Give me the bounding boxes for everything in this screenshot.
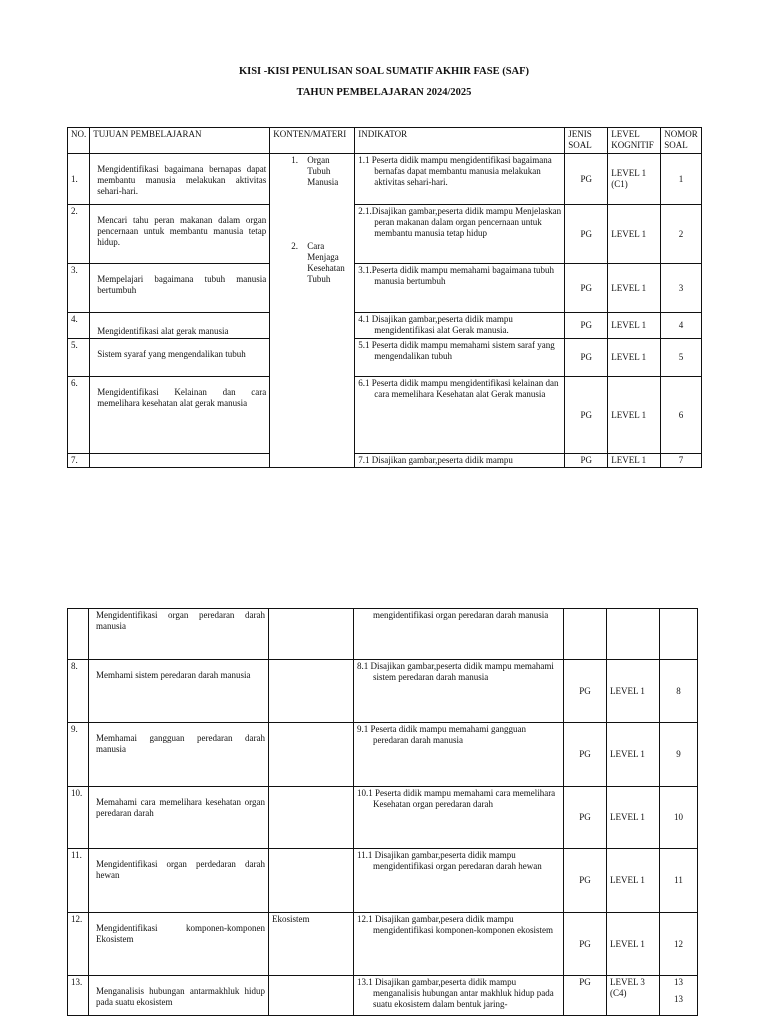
- table-row: [68, 913, 698, 976]
- table-header-row: [68, 128, 702, 154]
- kisi-table-part2: [67, 608, 698, 1016]
- row-indikator: 5.1 Peserta didik mampu memahami sistem saraf yang mengendalikan tubuh: [355, 339, 565, 377]
- row-jenis: PG: [564, 660, 607, 723]
- header-tujuan: TUJUAN PEMBELAJARAN: [90, 128, 270, 154]
- row-tujuan: Memhamai gangguan peredaran darah manusia: [89, 723, 269, 787]
- row-indikator: mengidentifikasi organ peredaran darah manusia: [354, 609, 564, 660]
- row-tujuan: Mencari tahu peran makanan dalam organ pencernaan untuk membantu manusia tetap hidup.: [90, 205, 270, 264]
- table-row: [68, 609, 698, 660]
- table-row: [68, 454, 702, 468]
- row-indikator: 1.1 Peserta didik mampu mengidentifikasi bagaimana bernafas dapat membantu manusia melakukan aktivitas sehari-hari.: [355, 154, 565, 205]
- row-no: 10.: [68, 787, 89, 849]
- row-konten: [269, 609, 354, 660]
- row-no: 1.: [68, 154, 90, 205]
- row-level: LEVEL 1: [607, 913, 660, 976]
- row-tujuan: Mengidentifikasi komponen-komponen Ekosistem: [89, 913, 269, 976]
- row-level: LEVEL 1: [607, 849, 660, 913]
- row-jenis: PG: [565, 339, 608, 377]
- document-title: KISI -KISI PENULISAN SOAL SUMATIF AKHIR FASE (SAF): [238, 66, 530, 77]
- row-indikator: 10.1 Peserta didik mampu memahami cara memelihara Kesehatan organ peredaran darah: [354, 787, 564, 849]
- row-level: LEVEL 1: [607, 660, 660, 723]
- row-indikator: 7.1 Disajikan gambar,peserta didik mampu: [355, 454, 565, 468]
- row-level: LEVEL 1: [608, 264, 661, 313]
- row-level: LEVEL 1: [608, 339, 661, 377]
- row-level: [607, 609, 660, 660]
- row-indikator: 2.1.Disajikan gambar,peserta didik mampu Menjelaskan peran makanan dalam organ pencernaan untuk membantu manusia tetap hidup: [355, 205, 565, 264]
- row-nomor: 13 13: [660, 976, 698, 1016]
- header-indikator: INDIKATOR: [355, 128, 565, 154]
- row-konten: [269, 849, 354, 913]
- row-indikator: 8.1 Disajikan gambar,peserta didik mampu memahami sistem peredaran darah manusia: [354, 660, 564, 723]
- row-tujuan: [90, 454, 270, 468]
- table-row: [68, 976, 698, 1016]
- row-indikator: 13.1 Disajikan gambar,peserta didik mampu menganalisis hubungan antar makhluk hidup pada suatu ekosistem dalam bentuk jaring-: [354, 976, 564, 1016]
- row-no: 12.: [68, 913, 89, 976]
- row-tujuan: Menganalisis hubungan antarmakhluk hidup pada suatu ekosistem: [89, 976, 269, 1016]
- row-no: 13.: [68, 976, 89, 1016]
- row-no: 5.: [68, 339, 90, 377]
- table-row: [68, 723, 698, 787]
- row-nomor: 6: [661, 377, 702, 454]
- row-no: [68, 609, 89, 660]
- table-row: [68, 787, 698, 849]
- row-tujuan: Sistem syaraf yang mengendalikan tubuh: [90, 339, 270, 377]
- header-level: LEVEL KOGNITIF: [608, 128, 661, 154]
- row-level: LEVEL 1 (C1): [608, 154, 661, 205]
- row-jenis: PG: [565, 377, 608, 454]
- table-row: [68, 313, 702, 339]
- row-level: LEVEL 1: [608, 205, 661, 264]
- row-level: LEVEL 1: [607, 787, 660, 849]
- table-row: [68, 849, 698, 913]
- row-jenis: PG: [564, 913, 607, 976]
- row-no: 2.: [68, 205, 90, 264]
- row-nomor: 1: [661, 154, 702, 205]
- row-tujuan: Memahami cara memelihara kesehatan organ peredaran darah: [89, 787, 269, 849]
- row-jenis: PG: [565, 154, 608, 205]
- row-indikator: 12.1 Disajikan gambar,pesera didik mampu mengidentifikasi komponen-komponen ekosistem: [354, 913, 564, 976]
- row-tujuan: Mengidentifikasi Kelainan dan cara memelihara kesehatan alat gerak manusia: [90, 377, 270, 454]
- row-indikator: 6.1 Peserta didik mampu mengidentifikasi kelainan dan cara memelihara Kesehatan alat Gerak manusia: [355, 377, 565, 454]
- row-nomor: [660, 609, 698, 660]
- row-no: 6.: [68, 377, 90, 454]
- row-jenis: PG: [564, 787, 607, 849]
- row-level: LEVEL 1: [608, 454, 661, 468]
- row-jenis: PG: [564, 849, 607, 913]
- row-jenis: PG: [564, 976, 607, 1016]
- row-tujuan: Mengidentifikasi bagaimana bernapas dapat membantu manusia melakukan aktivitas sehari-hari.: [90, 154, 270, 205]
- document-subtitle: TAHUN PEMBELAJARAN 2024/2025: [296, 87, 472, 98]
- row-level: LEVEL 1: [608, 313, 661, 339]
- row-indikator: 3.1.Peserta didik mampu memahami bagaimana tubuh manusia bertumbuh: [355, 264, 565, 313]
- header-jenis: JENIS SOAL: [565, 128, 608, 154]
- row-tujuan: Mempelajari bagaimana tubuh manusia bertumbuh: [90, 264, 270, 313]
- row-nomor: 10: [660, 787, 698, 849]
- row-konten: [269, 976, 354, 1016]
- row-jenis: PG: [565, 454, 608, 468]
- table-row: [68, 205, 702, 264]
- row-konten: Ekosistem: [269, 913, 354, 976]
- row-konten: [269, 660, 354, 723]
- row-level: LEVEL 1: [607, 723, 660, 787]
- row-nomor: 8: [660, 660, 698, 723]
- row-nomor: 3: [661, 264, 702, 313]
- row-no: 8.: [68, 660, 89, 723]
- table-row: [68, 339, 702, 377]
- row-nomor: 5: [661, 339, 702, 377]
- row-tujuan: Mengidentifikasi organ peredaran darah manusia: [89, 609, 269, 660]
- row-no: 4.: [68, 313, 90, 339]
- row-jenis: PG: [565, 205, 608, 264]
- table-row: [68, 264, 702, 313]
- table-row: [68, 154, 702, 205]
- row-indikator: 11.1 Disajikan gambar,peserta didik mampu mengidentifikasi organ peredaran darah hewan: [354, 849, 564, 913]
- row-no: 7.: [68, 454, 90, 468]
- row-level: LEVEL 3 (C4): [607, 976, 660, 1016]
- row-konten: [269, 787, 354, 849]
- header-konten: KONTEN/MATERI: [270, 128, 355, 154]
- row-nomor: 7: [661, 454, 702, 468]
- row-jenis: [564, 609, 607, 660]
- kisi-table-part1: [67, 127, 702, 468]
- konten-cell: [270, 154, 355, 468]
- row-nomor: 12: [660, 913, 698, 976]
- row-no: 3.: [68, 264, 90, 313]
- row-tujuan: Mengidentifikasi alat gerak manusia: [90, 313, 270, 339]
- header-nomor: NOMOR SOAL: [661, 128, 702, 154]
- row-nomor: 9: [660, 723, 698, 787]
- row-indikator: 9.1 Peserta didik mampu memahami gangguan peredaran darah manusia: [354, 723, 564, 787]
- konten-item-2: 2. Cara Menjaga Kesehatan Tubuh: [291, 241, 345, 284]
- row-konten: [269, 723, 354, 787]
- row-jenis: PG: [565, 264, 608, 313]
- row-nomor: 11: [660, 849, 698, 913]
- row-nomor: 2: [661, 205, 702, 264]
- row-tujuan: Mengidentifikasi organ perdedaran darah hewan: [89, 849, 269, 913]
- table-row: [68, 660, 698, 723]
- row-jenis: PG: [565, 313, 608, 339]
- row-nomor: 4: [661, 313, 702, 339]
- row-no: 11.: [68, 849, 89, 913]
- row-no: 9.: [68, 723, 89, 787]
- table-row: [68, 377, 702, 454]
- row-tujuan: Memhami sistem peredaran darah manusia: [89, 660, 269, 723]
- row-indikator: 4.1 Disajikan gambar,peserta didik mampu mengidentifikasi alat Gerak manusia.: [355, 313, 565, 339]
- header-no: NO.: [68, 128, 90, 154]
- row-jenis: PG: [564, 723, 607, 787]
- row-level: LEVEL 1: [608, 377, 661, 454]
- konten-item-1: 1. Organ Tubuh Manusia: [291, 155, 339, 187]
